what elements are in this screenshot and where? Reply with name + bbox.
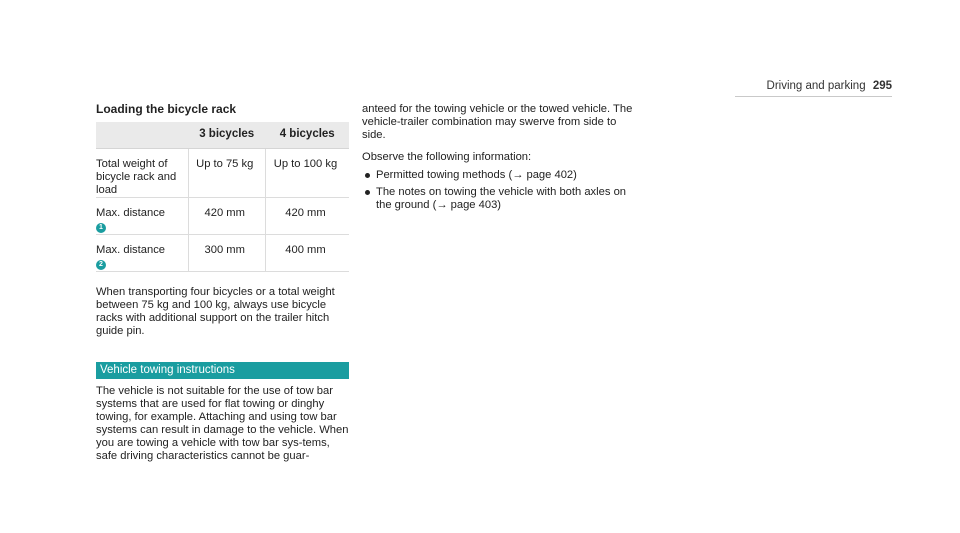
list-item [362, 186, 642, 212]
row-value: 400 mm [265, 234, 349, 271]
table-row [96, 234, 349, 271]
page-reference-link[interactable]: → page 402) [512, 169, 577, 181]
info-list [362, 169, 642, 212]
page-header [767, 80, 892, 92]
bullet-icon [365, 173, 370, 178]
row-label-cell [96, 197, 188, 234]
table-header-3-bicycles: 3 bicycles [188, 122, 265, 148]
list-item-text: The notes on towing the vehicle with both axles on the ground ( [376, 186, 627, 211]
callout-badge: 1 [96, 223, 106, 233]
rack-note: When transporting four bicycles or a total weight between 75 kg and 100 kg, always use bicycle racks with additional support on the trailer hitch guide pin. [96, 285, 335, 337]
row-value: Up to 75 kg [188, 148, 265, 197]
row-label-cell [96, 234, 188, 271]
left-column [96, 102, 349, 463]
rack-title: Loading the bicycle rack [96, 102, 237, 116]
table-header-4-bicycles: 4 bicycles [265, 122, 349, 148]
list-item [362, 169, 642, 182]
section-name: Driving and parking [766, 80, 866, 92]
page-number: 295 [872, 80, 892, 92]
row-label: Max. distance [96, 243, 166, 256]
list-item-text: Permitted towing methods ( [376, 169, 513, 181]
callout-badge: 2 [96, 260, 106, 270]
row-value: Up to 100 kg [265, 148, 349, 197]
row-value: 420 mm [188, 197, 265, 234]
observe-intro: Observe the following information: [362, 151, 532, 163]
bicycle-rack-table [96, 122, 349, 272]
row-label: Total weight of bicycle rack and load [96, 148, 188, 197]
row-label: Max. distance [96, 206, 166, 219]
header-divider [735, 96, 892, 97]
row-value: 300 mm [188, 234, 265, 271]
table-row [96, 197, 349, 234]
towing-body: The vehicle is not suitable for the use of tow bar systems that are used for flat towing or dinghy towing, for example. Attaching and using tow bar systems can result in damage to the vehicle. When you are towing a vehicle with tow bar sys-tems, safe driving characteristics cannot be guar- [96, 384, 349, 462]
towing-section-title: Vehicle towing instructions [96, 362, 349, 379]
bullet-icon [365, 190, 370, 195]
table-row [96, 148, 349, 197]
table-header-blank [96, 122, 188, 148]
row-value: 420 mm [265, 197, 349, 234]
table-header-row [96, 122, 349, 148]
right-column [362, 103, 642, 216]
page-reference-link[interactable]: → page 403) [436, 199, 502, 211]
towing-continued: anteed for the towing vehicle or the towed vehicle. The vehicle-trailer combination may swerve from side to side. [362, 103, 633, 141]
